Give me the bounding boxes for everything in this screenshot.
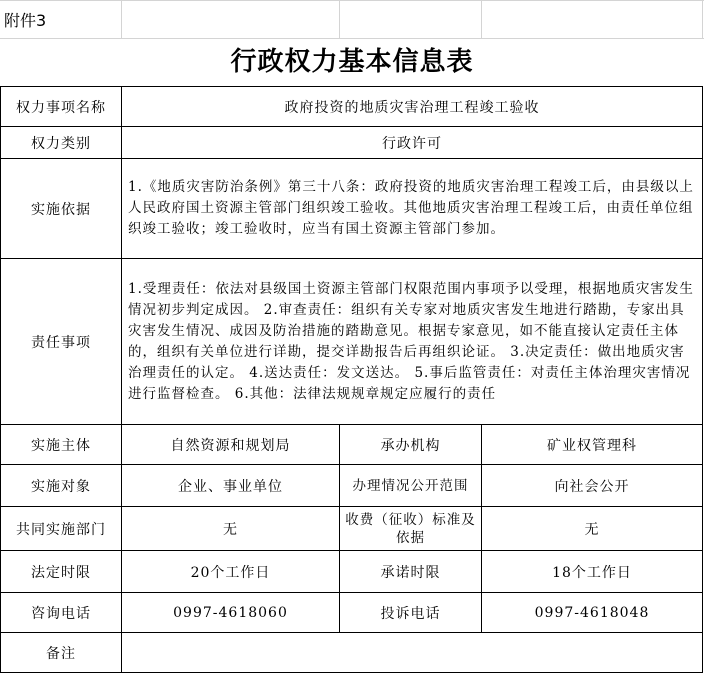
complaint-phone-label: 投诉电话 — [340, 593, 482, 633]
remark-value[interactable] — [122, 633, 703, 673]
consult-phone-label: 咨询电话 — [1, 593, 122, 633]
table-row — [1, 633, 703, 673]
grid-line — [121, 0, 122, 39]
subject-value[interactable]: 自然资源和规划局 — [122, 425, 340, 465]
fee-label: 收费（征收）标准及依据 — [340, 507, 482, 551]
consult-phone-value[interactable]: 0997-4618060 — [122, 593, 340, 633]
table-row — [1, 425, 703, 465]
responsibility-label: 责任事项 — [1, 259, 122, 425]
target-value[interactable]: 企业、事业单位 — [122, 465, 340, 507]
agency-value[interactable]: 矿业权管理科 — [482, 425, 703, 465]
table-row — [1, 159, 703, 259]
basis-label: 实施依据 — [1, 159, 122, 259]
responsibility-value[interactable]: 1.受理责任：依法对县级国土资源主管部门权限范围内事项予以受理，根据地质灾害发生情况初步判定成因。 2.审查责任：组织有关专家对地质灾害发生地进行踏勘，专家出具灾害发生情况、成因及防治措施的踏勘意见。根据专家意见，如不能直接认定责任主体的，组织有关单位进行详勘，提交详勘报告后再组织论证。 3.决定责任：做出地质灾害治理责任的认定。 4.送达责任：发文送达。 5.事后监管责任：对责任主体治理灾害情况进行监督检查。 6.其他：法律法规规章规定应履行的责任 — [122, 259, 703, 425]
power-name-value[interactable]: 政府投资的地质灾害治理工程竣工验收 — [122, 87, 703, 127]
page-title: 行政权力基本信息表 — [230, 47, 474, 77]
annex-label: 附件3 — [4, 11, 47, 30]
legal-time-value[interactable]: 20个工作日 — [122, 551, 340, 593]
power-type-label: 权力类别 — [1, 127, 122, 159]
table-row — [1, 507, 703, 551]
table-row — [1, 259, 703, 425]
agency-label: 承办机构 — [340, 425, 482, 465]
disclosure-label: 办理情况公开范围 — [340, 465, 482, 507]
basis-value[interactable]: 1.《地质灾害防治条例》第三十八条：政府投资的地质灾害治理工程竣工后，由县级以上人民政府国土资源主管部门组织竣工验收。其他地质灾害治理工程竣工后，由责任单位组织竣工验收；竣工验收时，应当有国土资源主管部门参加。 — [122, 159, 703, 259]
table-row — [1, 593, 703, 633]
complaint-phone-value[interactable]: 0997-4618048 — [482, 593, 703, 633]
power-name-label: 权力事项名称 — [1, 87, 122, 127]
info-table — [0, 86, 703, 673]
grid-line — [0, 38, 704, 39]
joint-value[interactable]: 无 — [122, 507, 340, 551]
subject-label: 实施主体 — [1, 425, 122, 465]
grid-line — [702, 0, 703, 39]
promised-time-label: 承诺时限 — [340, 551, 482, 593]
table-row — [1, 87, 703, 127]
table-row — [1, 465, 703, 507]
table-row — [1, 127, 703, 159]
legal-time-label: 法定时限 — [1, 551, 122, 593]
remark-label: 备注 — [1, 633, 122, 673]
disclosure-value[interactable]: 向社会公开 — [482, 465, 703, 507]
table-row — [1, 551, 703, 593]
fee-value[interactable]: 无 — [482, 507, 703, 551]
target-label: 实施对象 — [1, 465, 122, 507]
grid-line — [339, 0, 340, 39]
power-type-value[interactable]: 行政许可 — [122, 127, 703, 159]
joint-label: 共同实施部门 — [1, 507, 122, 551]
grid-line — [0, 0, 704, 1]
grid-line — [481, 0, 482, 39]
promised-time-value[interactable]: 18个工作日 — [482, 551, 703, 593]
